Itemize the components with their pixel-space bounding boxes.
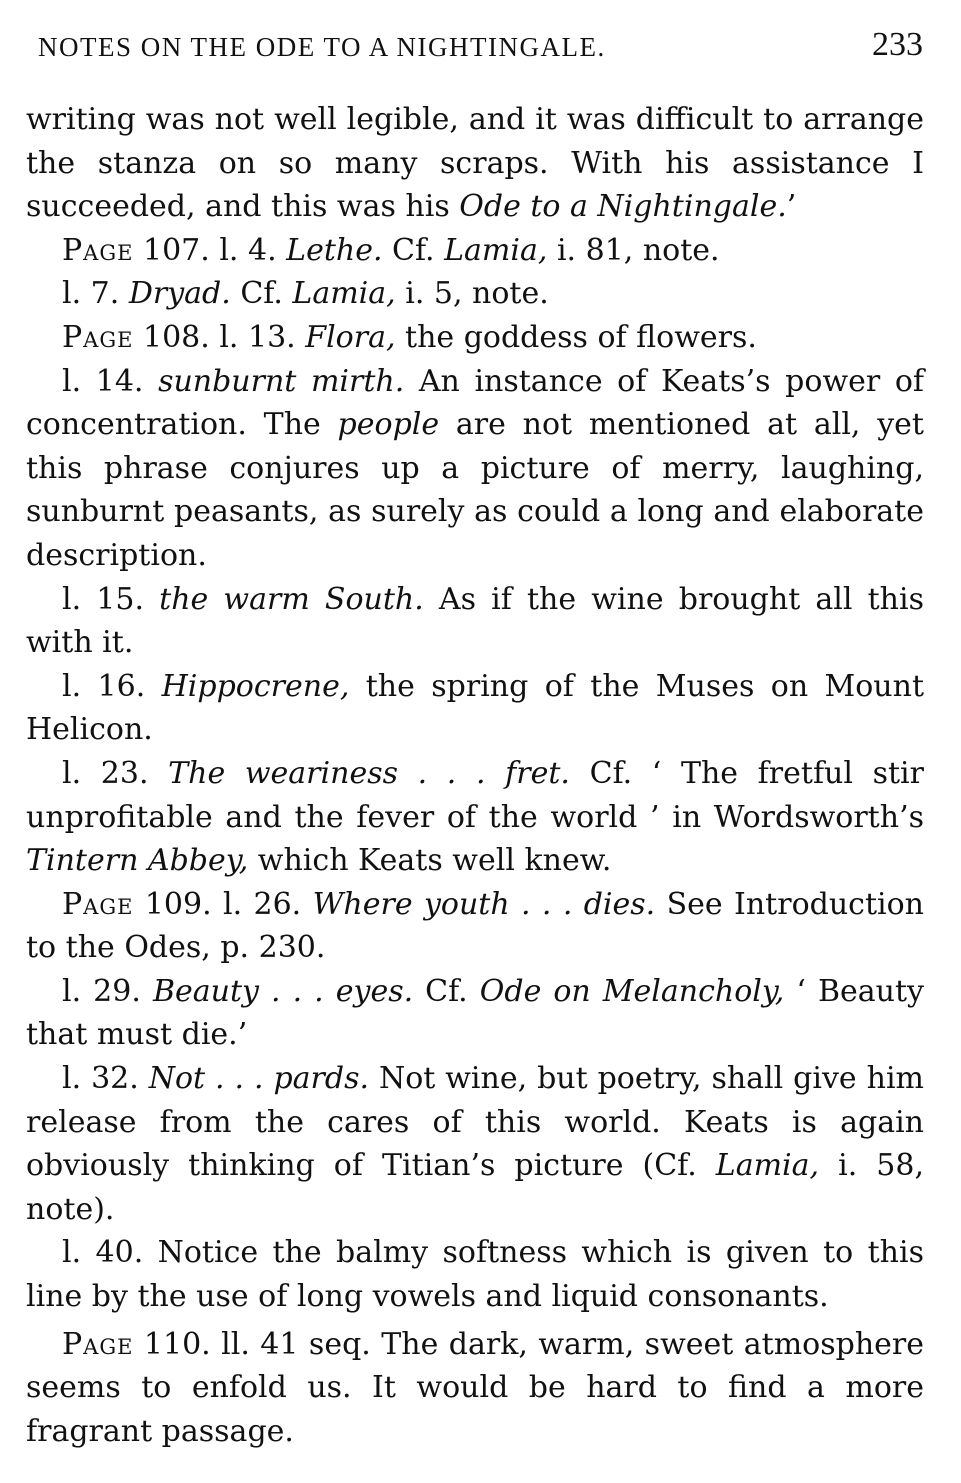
line-ref: l. 40. — [62, 1235, 144, 1271]
line-ref: 110. ll. 41 seq. — [133, 1326, 371, 1362]
running-header — [28, 26, 923, 70]
note-text: The dark, warm, sweet atmosphere seems to enfold us. It would be hard to find a more fragrant passage. — [26, 1326, 924, 1449]
page-number: 233 — [872, 26, 923, 63]
line-ref: 107. l. 4. — [133, 232, 287, 268]
note-xref: people — [337, 407, 440, 443]
page-label: Page — [62, 232, 134, 268]
note-text-rest: i. 58, note). — [26, 1148, 924, 1227]
note-text: See Introduction to the Odes, p. 230. — [26, 886, 924, 966]
line-ref: 108. l. 13. — [133, 319, 306, 355]
note-text: the spring of the Muses on Mount Helicon. — [26, 668, 924, 748]
note-text: writing was not well legible, and it was difficult to arrange the stanza on so many scraps. With his assistance I succeeded, and this was his — [26, 102, 924, 225]
note-xref: Lamia, — [292, 276, 396, 312]
note-term: sunburnt mirth. — [158, 363, 405, 399]
note-text: Cf. — [382, 232, 445, 268]
line-ref: l. 16. — [62, 668, 162, 704]
line-ref: l. 23. — [62, 755, 169, 791]
note-text: Not wine, but poetry, shall give him release from the cares of this world. Keats is again obviously thinking of Titian’s picture (Cf. — [26, 1061, 924, 1184]
note-text: Cf. — [230, 276, 293, 312]
line-ref: l. 32. — [62, 1061, 149, 1097]
page-label: Page — [62, 886, 134, 922]
note-line-40 — [26, 1231, 924, 1318]
note-page-107-line-4 — [26, 229, 924, 273]
note-text-rest: which Keats well knew. — [248, 843, 612, 879]
note-text-end: ’ — [786, 189, 797, 225]
note-text: Notice the balmy softness which is given to this line by the use of long vowels and liquid consonants. — [26, 1235, 924, 1315]
running-title: NOTES ON THE ODE TO A NIGHTINGALE. — [38, 32, 606, 62]
note-xref: Tintern Abbey, — [26, 843, 249, 879]
note-text: As if the wine brought all this with it. — [26, 581, 924, 661]
note-xref: Lamia, — [444, 232, 548, 268]
note-page-108-line-13 — [26, 316, 924, 360]
note-text: Cf. — [413, 973, 480, 1009]
note-term: Beauty . . . eyes. — [152, 973, 414, 1009]
note-term: Lethe. — [286, 232, 383, 268]
note-line-15 — [26, 578, 924, 665]
line-ref: 109. l. 26. — [133, 886, 313, 922]
note-term: The weariness . . . fret. — [168, 755, 570, 791]
line-ref: l. 14. — [62, 363, 159, 399]
note-term: Not . . . pards. — [148, 1061, 370, 1097]
note-line-14 — [26, 360, 924, 578]
note-line-7 — [26, 272, 924, 316]
note-line-32 — [26, 1057, 924, 1231]
note-term: Where youth . . . dies. — [312, 886, 656, 922]
note-line-29 — [26, 970, 924, 1057]
note-text: Cf. ‘ The fretful stir unprofitable and the fever of the world ’ in Wordsworth’s — [26, 755, 924, 835]
note-term: Flora, — [305, 319, 396, 355]
notes-body — [26, 98, 924, 1453]
note-term: Dryad. — [128, 276, 231, 312]
note-page-110-line-41 — [26, 1323, 924, 1454]
note-xref: Lamia, — [715, 1148, 820, 1184]
page-label: Page — [62, 1326, 134, 1362]
note-text-rest: i. 5, note. — [395, 276, 549, 312]
note-continuation — [26, 98, 924, 229]
line-ref: l. 29. — [62, 973, 153, 1009]
note-text-rest: ‘ Beauty that must die.’ — [26, 973, 924, 1053]
note-term: Hippocrene, — [161, 668, 350, 704]
note-title: Ode to a Nightingale. — [459, 189, 787, 225]
note-page-109-line-26 — [26, 883, 924, 970]
line-ref: l. 7. — [62, 276, 129, 312]
note-text-rest: are not mentioned at all, yet this phrase conjures up a picture of merry, laughing, sunburnt peasants, as surely as could a long and elaborate description. — [26, 407, 924, 573]
note-text: the goddess of flowers. — [395, 319, 757, 355]
note-text-rest: i. 81, note. — [547, 232, 720, 268]
page-label: Page — [62, 319, 134, 355]
note-text: An instance of Keats’s power of concentration. The — [26, 363, 924, 443]
line-ref: l. 15. — [62, 581, 160, 617]
note-xref: Ode on Melancholy, — [479, 973, 785, 1009]
note-term: the warm South. — [159, 581, 424, 617]
note-line-23 — [26, 752, 924, 883]
note-line-16 — [26, 665, 924, 752]
